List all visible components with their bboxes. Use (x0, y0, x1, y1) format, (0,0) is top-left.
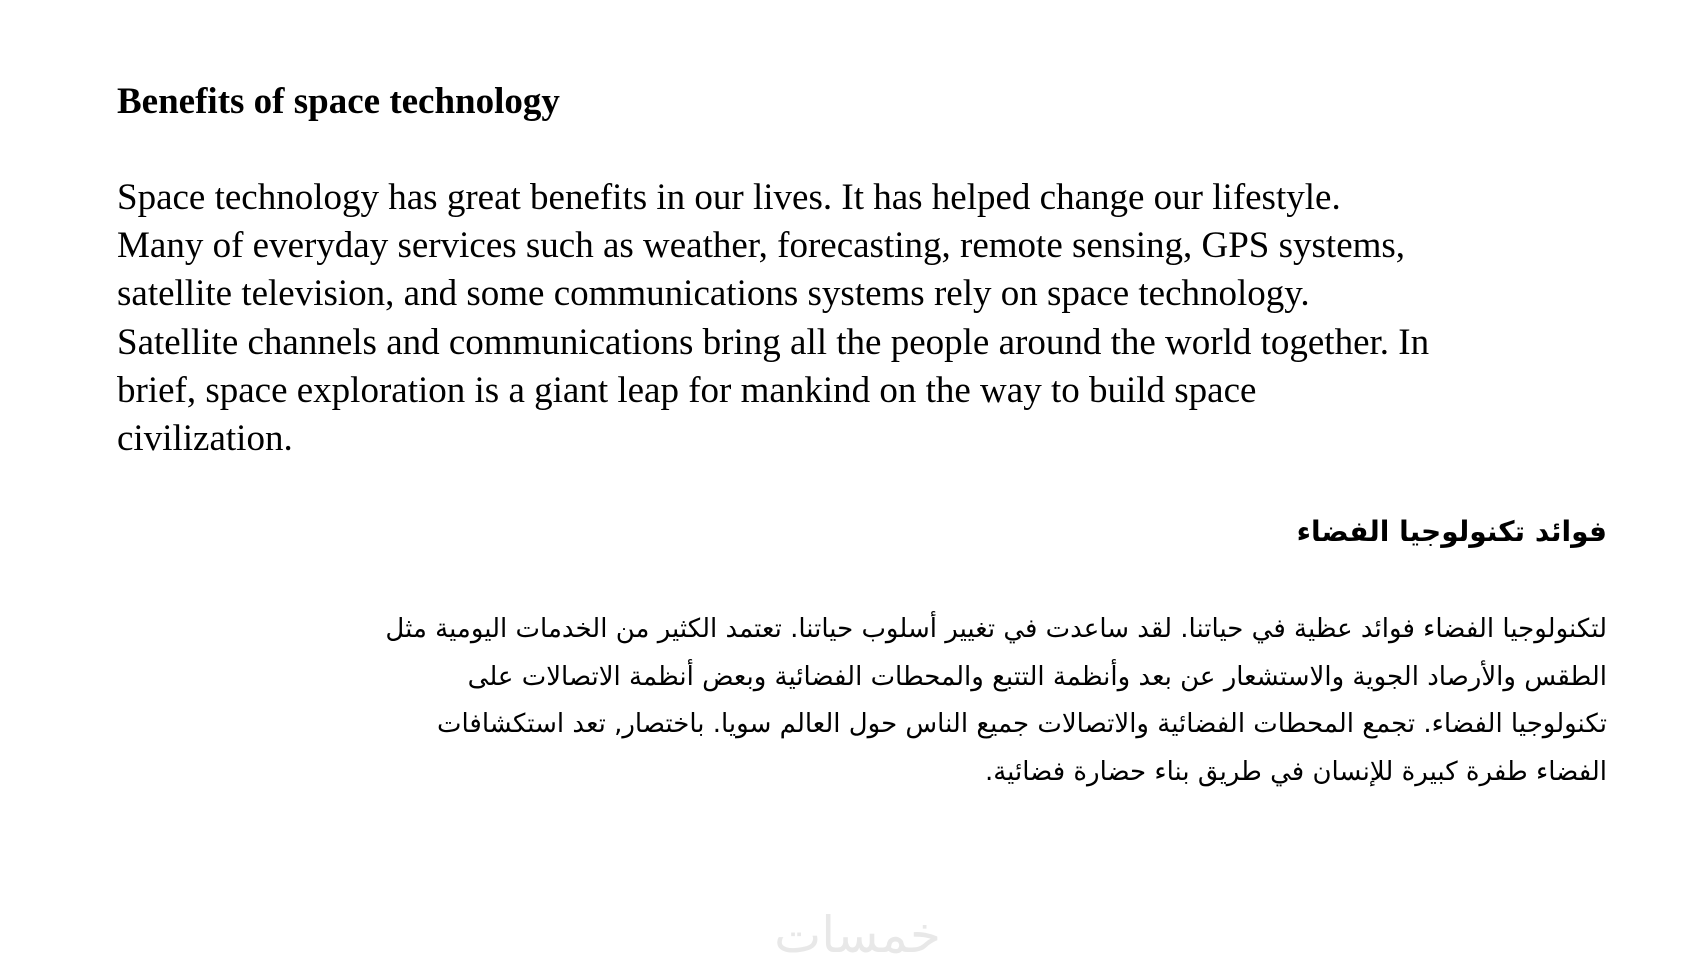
english-line: brief, space exploration is a giant leap for mankind on the way to build space (117, 369, 1257, 411)
english-line: Many of everyday services such as weather, forecasting, remote sensing, GPS systems, (117, 225, 1406, 267)
arabic-line: تكنولوجيا الفضاء. تجمع المحطات الفضائية والاتصالات جميع الناس حول العالم سويا. باختصار, تعد استكشافات (437, 709, 1607, 739)
arabic-line: الفضاء طفرة كبيرة للإنسان في طريق بناء حضارة فضائية. (984, 756, 1607, 787)
khamsat-watermark-logo: خمسات (774, 906, 941, 964)
english-line: Space technology has great benefits in our lives. It has helped change our lifestyle. (117, 177, 1341, 218)
arabic-title: فوائد تكنولوجيا الفضاء (1296, 515, 1607, 548)
english-line: civilization. (117, 418, 293, 460)
english-paragraph (117, 174, 1607, 463)
english-line: Satellite channels and communications bring all the people around the world together. In (117, 321, 1430, 363)
arabic-paragraph (117, 606, 1607, 796)
arabic-line: لتكنولوجيا الفضاء فوائد عظية في حياتنا. لقد ساعدت في تغيير أسلوب حياتنا. تعتمد الكثير من الخدمات اليومية مثل (385, 614, 1607, 644)
english-line: satellite television, and some communications systems rely on space technology. (117, 273, 1310, 315)
arabic-line: الطقس والأرصاد الجوية والاستشعار عن بعد وأنظمة التتبع والمحطات الفضائية وبعض أنظمة الاتصالات على (467, 661, 1607, 692)
english-title: Benefits of space technology (117, 81, 560, 122)
